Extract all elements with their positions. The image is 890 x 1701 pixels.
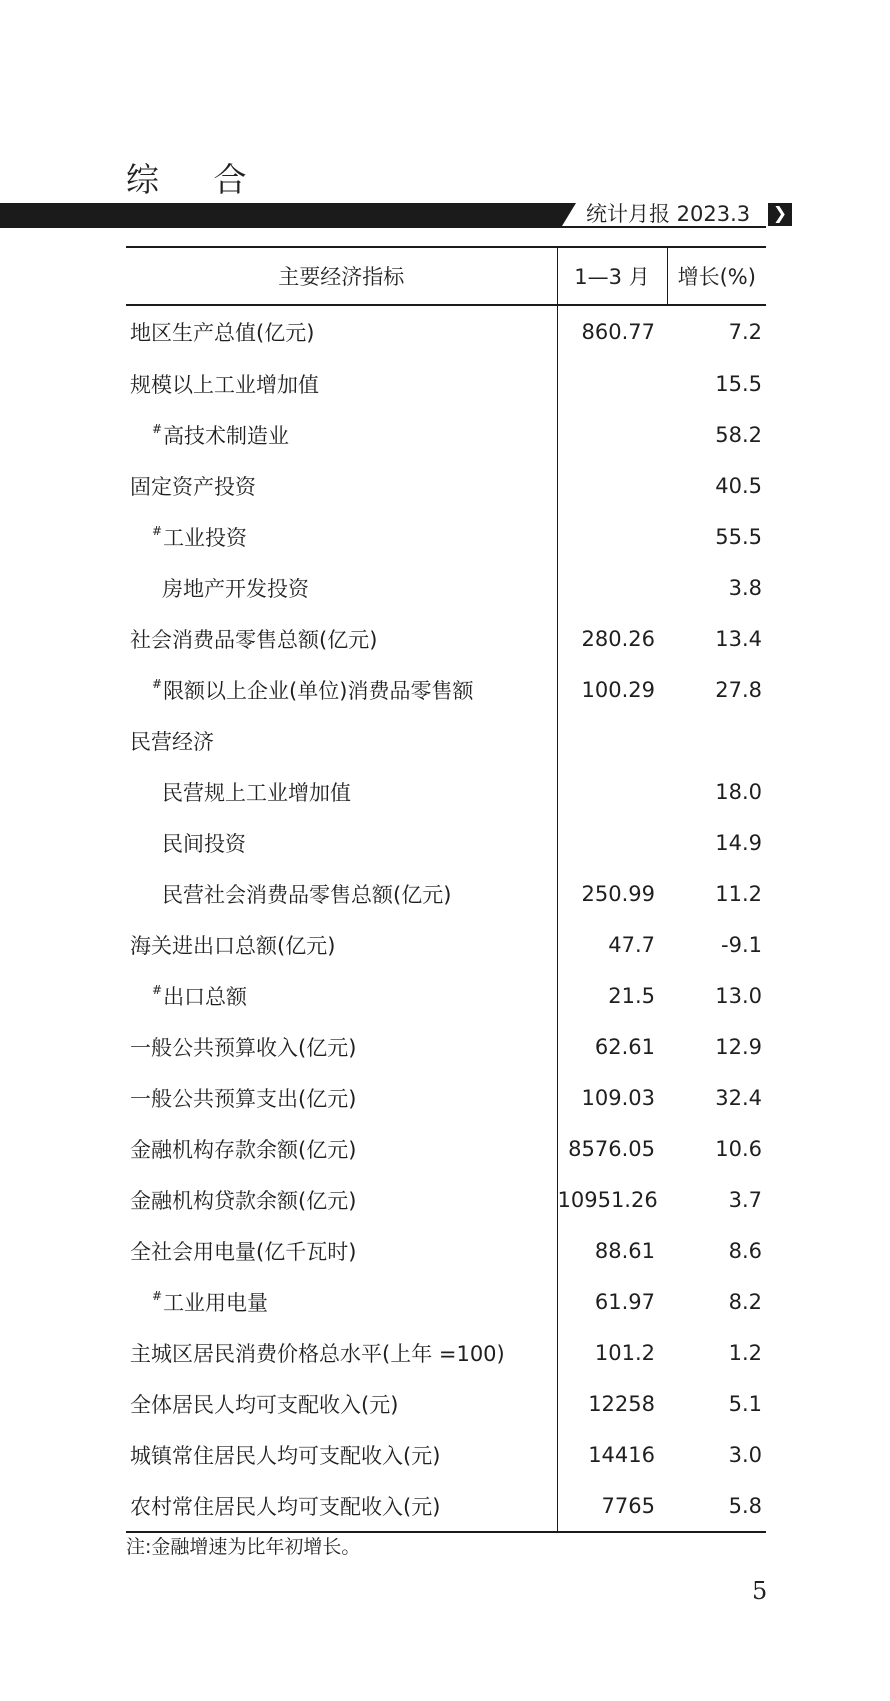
- indicator-label-text: 城镇常住居民人均可支配收入(元): [130, 1443, 441, 1468]
- indicator-label: [126, 562, 557, 613]
- period-value: 860.77: [557, 305, 667, 358]
- indicator-label: [126, 1021, 557, 1072]
- indicator-label-text: 海关进出口总额(亿元): [130, 933, 336, 958]
- indicator-label: [126, 1429, 557, 1480]
- subitem-marker: #: [152, 421, 163, 436]
- indicator-label-text: 全体居民人均可支配收入(元): [130, 1392, 399, 1417]
- indicator-label-text: 农村常住居民人均可支配收入(元): [130, 1494, 441, 1519]
- period-value: [557, 715, 667, 766]
- period-value: 12258: [557, 1378, 667, 1429]
- table-row: [126, 1276, 766, 1327]
- indicator-label: [126, 817, 557, 868]
- indicator-label-text: 民营经济: [130, 729, 214, 754]
- period-value: [557, 766, 667, 817]
- table-row: [126, 970, 766, 1021]
- subitem-marker: #: [152, 982, 163, 997]
- table-row: [126, 664, 766, 715]
- table-row: [126, 562, 766, 613]
- subitem-marker: #: [152, 523, 163, 538]
- header-growth: 增长(%): [667, 247, 766, 305]
- indicator-label: [126, 1276, 557, 1327]
- section-title: 综 合: [126, 160, 269, 199]
- table-row: [126, 1021, 766, 1072]
- indicator-label: [126, 766, 557, 817]
- indicator-label: [126, 1327, 557, 1378]
- table-row: [126, 613, 766, 664]
- indicator-label-text: 全社会用电量(亿千瓦时): [130, 1239, 357, 1264]
- chevron-right-icon: ❯: [768, 203, 792, 226]
- indicator-label-text: 限额以上企业(单位)消费品零售额: [163, 678, 474, 703]
- growth-value: -9.1: [721, 932, 762, 957]
- growth-value: 15.5: [715, 371, 762, 396]
- period-value: 100.29: [557, 664, 667, 715]
- growth-value: 3.0: [728, 1442, 762, 1467]
- growth-value: 5.1: [728, 1391, 762, 1416]
- indicator-label-text: 工业用电量: [163, 1290, 269, 1315]
- indicator-label-text: 地区生产总值(亿元): [130, 321, 315, 345]
- table-row: [126, 511, 766, 562]
- table-row: [126, 715, 766, 766]
- growth-value: 8.6: [728, 1238, 762, 1263]
- growth-value: 8.2: [728, 1289, 762, 1314]
- indicator-label: [126, 1072, 557, 1123]
- period-value: 250.99: [557, 868, 667, 919]
- indicator-label: [126, 1378, 557, 1429]
- table-row: [126, 305, 766, 358]
- growth-value: 58.2: [715, 422, 762, 447]
- table-row: [126, 817, 766, 868]
- indicator-label: [126, 358, 557, 409]
- indicator-label: [126, 970, 557, 1021]
- indicator-label: [126, 511, 557, 562]
- period-value: 21.5: [557, 970, 667, 1021]
- period-value: 8576.05: [557, 1123, 667, 1174]
- period-value: 109.03: [557, 1072, 667, 1123]
- table-row: [126, 358, 766, 409]
- indicator-label: [126, 664, 557, 715]
- indicator-label: [126, 715, 557, 766]
- growth-value: 18.0: [715, 779, 762, 804]
- period-value: 7765: [557, 1480, 667, 1532]
- table-row: [126, 1429, 766, 1480]
- indicator-label-text: 社会消费品零售总额(亿元): [130, 627, 378, 652]
- growth-value: 1.2: [728, 1340, 762, 1365]
- table-row: [126, 1327, 766, 1378]
- table-row: [126, 919, 766, 970]
- indicator-label: [126, 1480, 557, 1532]
- growth-value: 27.8: [715, 677, 762, 702]
- period-value: [557, 409, 667, 460]
- table-row: [126, 1225, 766, 1276]
- growth-value: 10.6: [715, 1136, 762, 1161]
- table-row: [126, 1480, 766, 1532]
- table-row: [126, 460, 766, 511]
- table-row: [126, 409, 766, 460]
- indicator-label-text: 民营社会消费品零售总额(亿元): [162, 882, 452, 907]
- period-value: 47.7: [557, 919, 667, 970]
- indicator-label-text: 规模以上工业增加值: [130, 372, 319, 397]
- growth-value: 3.7: [728, 1187, 762, 1212]
- table-body: [126, 305, 766, 1532]
- growth-value: 12.9: [715, 1034, 762, 1059]
- subitem-marker: #: [152, 676, 163, 691]
- table-row: [126, 1378, 766, 1429]
- indicator-label: [126, 613, 557, 664]
- table-row: [126, 868, 766, 919]
- indicator-label: [126, 409, 557, 460]
- indicator-label-text: 金融机构贷款余额(亿元): [130, 1188, 357, 1213]
- table-header-row: [126, 247, 766, 305]
- growth-value: 13.4: [715, 626, 762, 651]
- indicator-label: [126, 1123, 557, 1174]
- period-value: 280.26: [557, 613, 667, 664]
- footnote: 注:金融增速为比年初增长。: [126, 1536, 361, 1558]
- period-value: [557, 817, 667, 868]
- table-row: [126, 766, 766, 817]
- period-value: 101.2: [557, 1327, 667, 1378]
- growth-value: 11.2: [715, 881, 762, 906]
- subitem-marker: #: [152, 1288, 163, 1303]
- report-label: 统计月报 2023.3: [586, 202, 751, 226]
- period-value: [557, 511, 667, 562]
- table-row: [126, 1174, 766, 1225]
- indicator-label: [126, 868, 557, 919]
- header-indicator: 主要经济指标: [126, 247, 557, 305]
- header-banner: [0, 203, 576, 226]
- indicator-label-text: 房地产开发投资: [162, 576, 309, 601]
- indicator-label-text: 一般公共预算支出(亿元): [130, 1086, 357, 1111]
- growth-value: 13.0: [715, 983, 762, 1008]
- indicator-label-text: 一般公共预算收入(亿元): [130, 1035, 357, 1060]
- indicator-label: [126, 305, 557, 358]
- growth-value: [667, 715, 766, 766]
- header-period: 1—3 月: [557, 247, 667, 305]
- growth-value: 3.8: [728, 575, 762, 600]
- growth-value: 32.4: [715, 1085, 762, 1110]
- growth-value: 5.8: [667, 1480, 766, 1532]
- indicator-label-text: 金融机构存款余额(亿元): [130, 1137, 357, 1162]
- indicator-label-text: 固定资产投资: [130, 474, 256, 499]
- table-row: [126, 1123, 766, 1174]
- growth-value: 7.2: [728, 320, 762, 344]
- table-row: [126, 1072, 766, 1123]
- indicator-label-text: 主城区居民消费价格总水平(上年 =100): [130, 1341, 505, 1366]
- period-value: [557, 562, 667, 613]
- growth-value: 55.5: [715, 524, 762, 549]
- period-value: 88.61: [557, 1225, 667, 1276]
- indicator-label: [126, 1225, 557, 1276]
- indicators-table: [126, 246, 766, 1533]
- period-value: 14416: [557, 1429, 667, 1480]
- period-value: 61.97: [557, 1276, 667, 1327]
- indicator-label: [126, 460, 557, 511]
- period-value: [557, 460, 667, 511]
- indicator-label-text: 出口总额: [163, 984, 248, 1009]
- indicator-label: [126, 1174, 557, 1225]
- growth-value: 14.9: [715, 830, 762, 855]
- indicator-label-text: 民间投资: [162, 831, 246, 856]
- period-value: 62.61: [557, 1021, 667, 1072]
- indicator-label-text: 民营规上工业增加值: [162, 780, 351, 805]
- page-number: 5: [752, 1577, 768, 1605]
- indicator-label-text: 高技术制造业: [163, 423, 290, 448]
- indicator-label-text: 工业投资: [163, 525, 248, 550]
- indicator-label: [126, 919, 557, 970]
- growth-value: 40.5: [715, 473, 762, 498]
- period-value: 10951.26: [557, 1174, 667, 1225]
- period-value: [557, 358, 667, 409]
